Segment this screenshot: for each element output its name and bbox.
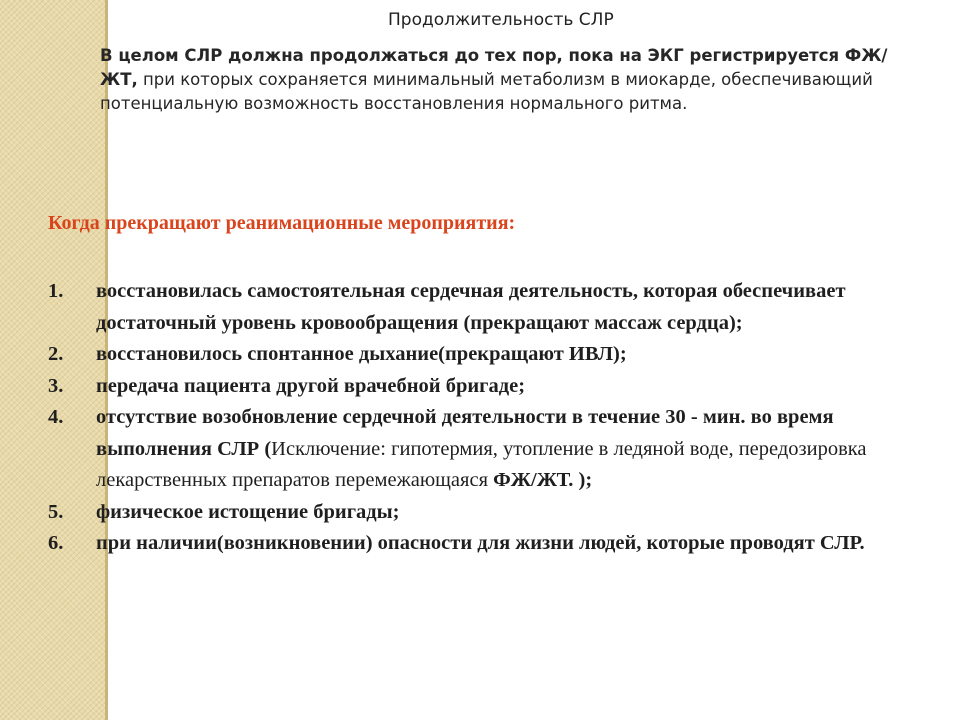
- list-item-text-bold: отсутствие возобновление сердечной деятельности в течение 30 - мин. во время выполнения СЛР (: [96, 406, 834, 460]
- list-item-text: восстановилась самостоятельная сердечная деятельность, которая обеспечивает достаточный уровень кровообращения (прекращают массаж сердца);: [96, 280, 846, 334]
- list-item-number: 1.: [48, 280, 64, 302]
- list-item: [48, 371, 948, 403]
- list-item: [48, 528, 948, 560]
- list-item-number: 4.: [48, 406, 64, 428]
- list-item-text: при наличии(возникновении) опасности для жизни людей, которые проводят СЛР.: [96, 532, 865, 554]
- list-item-number: 6.: [48, 532, 64, 554]
- list-item-number: 3.: [48, 374, 64, 397]
- list-item: [48, 276, 948, 339]
- list-item-number: 2.: [48, 343, 64, 365]
- list-item-text: восстановилось спонтанное дыхание(прекращают ИВЛ);: [96, 343, 627, 365]
- intro-paragraph: [100, 44, 920, 116]
- list-item-text: передача пациента другой врачебной бригаде;: [96, 374, 526, 397]
- list-item-text-bold-end: ФЖ/ЖТ. );: [488, 469, 593, 491]
- list-item-text-exception: Исключение: гипотермия, утопление в ледяной воде, передозировка лекарственных препаратов перемежающаяся: [96, 437, 867, 491]
- section-heading: Когда прекращают реанимационные мероприятия:: [48, 212, 516, 234]
- list-item-text: физическое истощение бригады;: [96, 500, 400, 523]
- list-item: [48, 497, 948, 529]
- list-item: [48, 339, 948, 371]
- list-item: [48, 402, 948, 497]
- list-item-number: 5.: [48, 500, 64, 523]
- criteria-list: [48, 276, 948, 560]
- slide-title: Продолжительность СЛР: [388, 10, 614, 30]
- intro-normal-text: при которых сохраняется минимальный метаболизм в миокарде, обеспечивающий потенциальную возможность восстановления нормального ритма.: [100, 70, 873, 113]
- intro-bold-text: В целом СЛР должна продолжаться до тех пор, пока на ЭКГ регистрируется ФЖ/ЖТ,: [100, 46, 888, 89]
